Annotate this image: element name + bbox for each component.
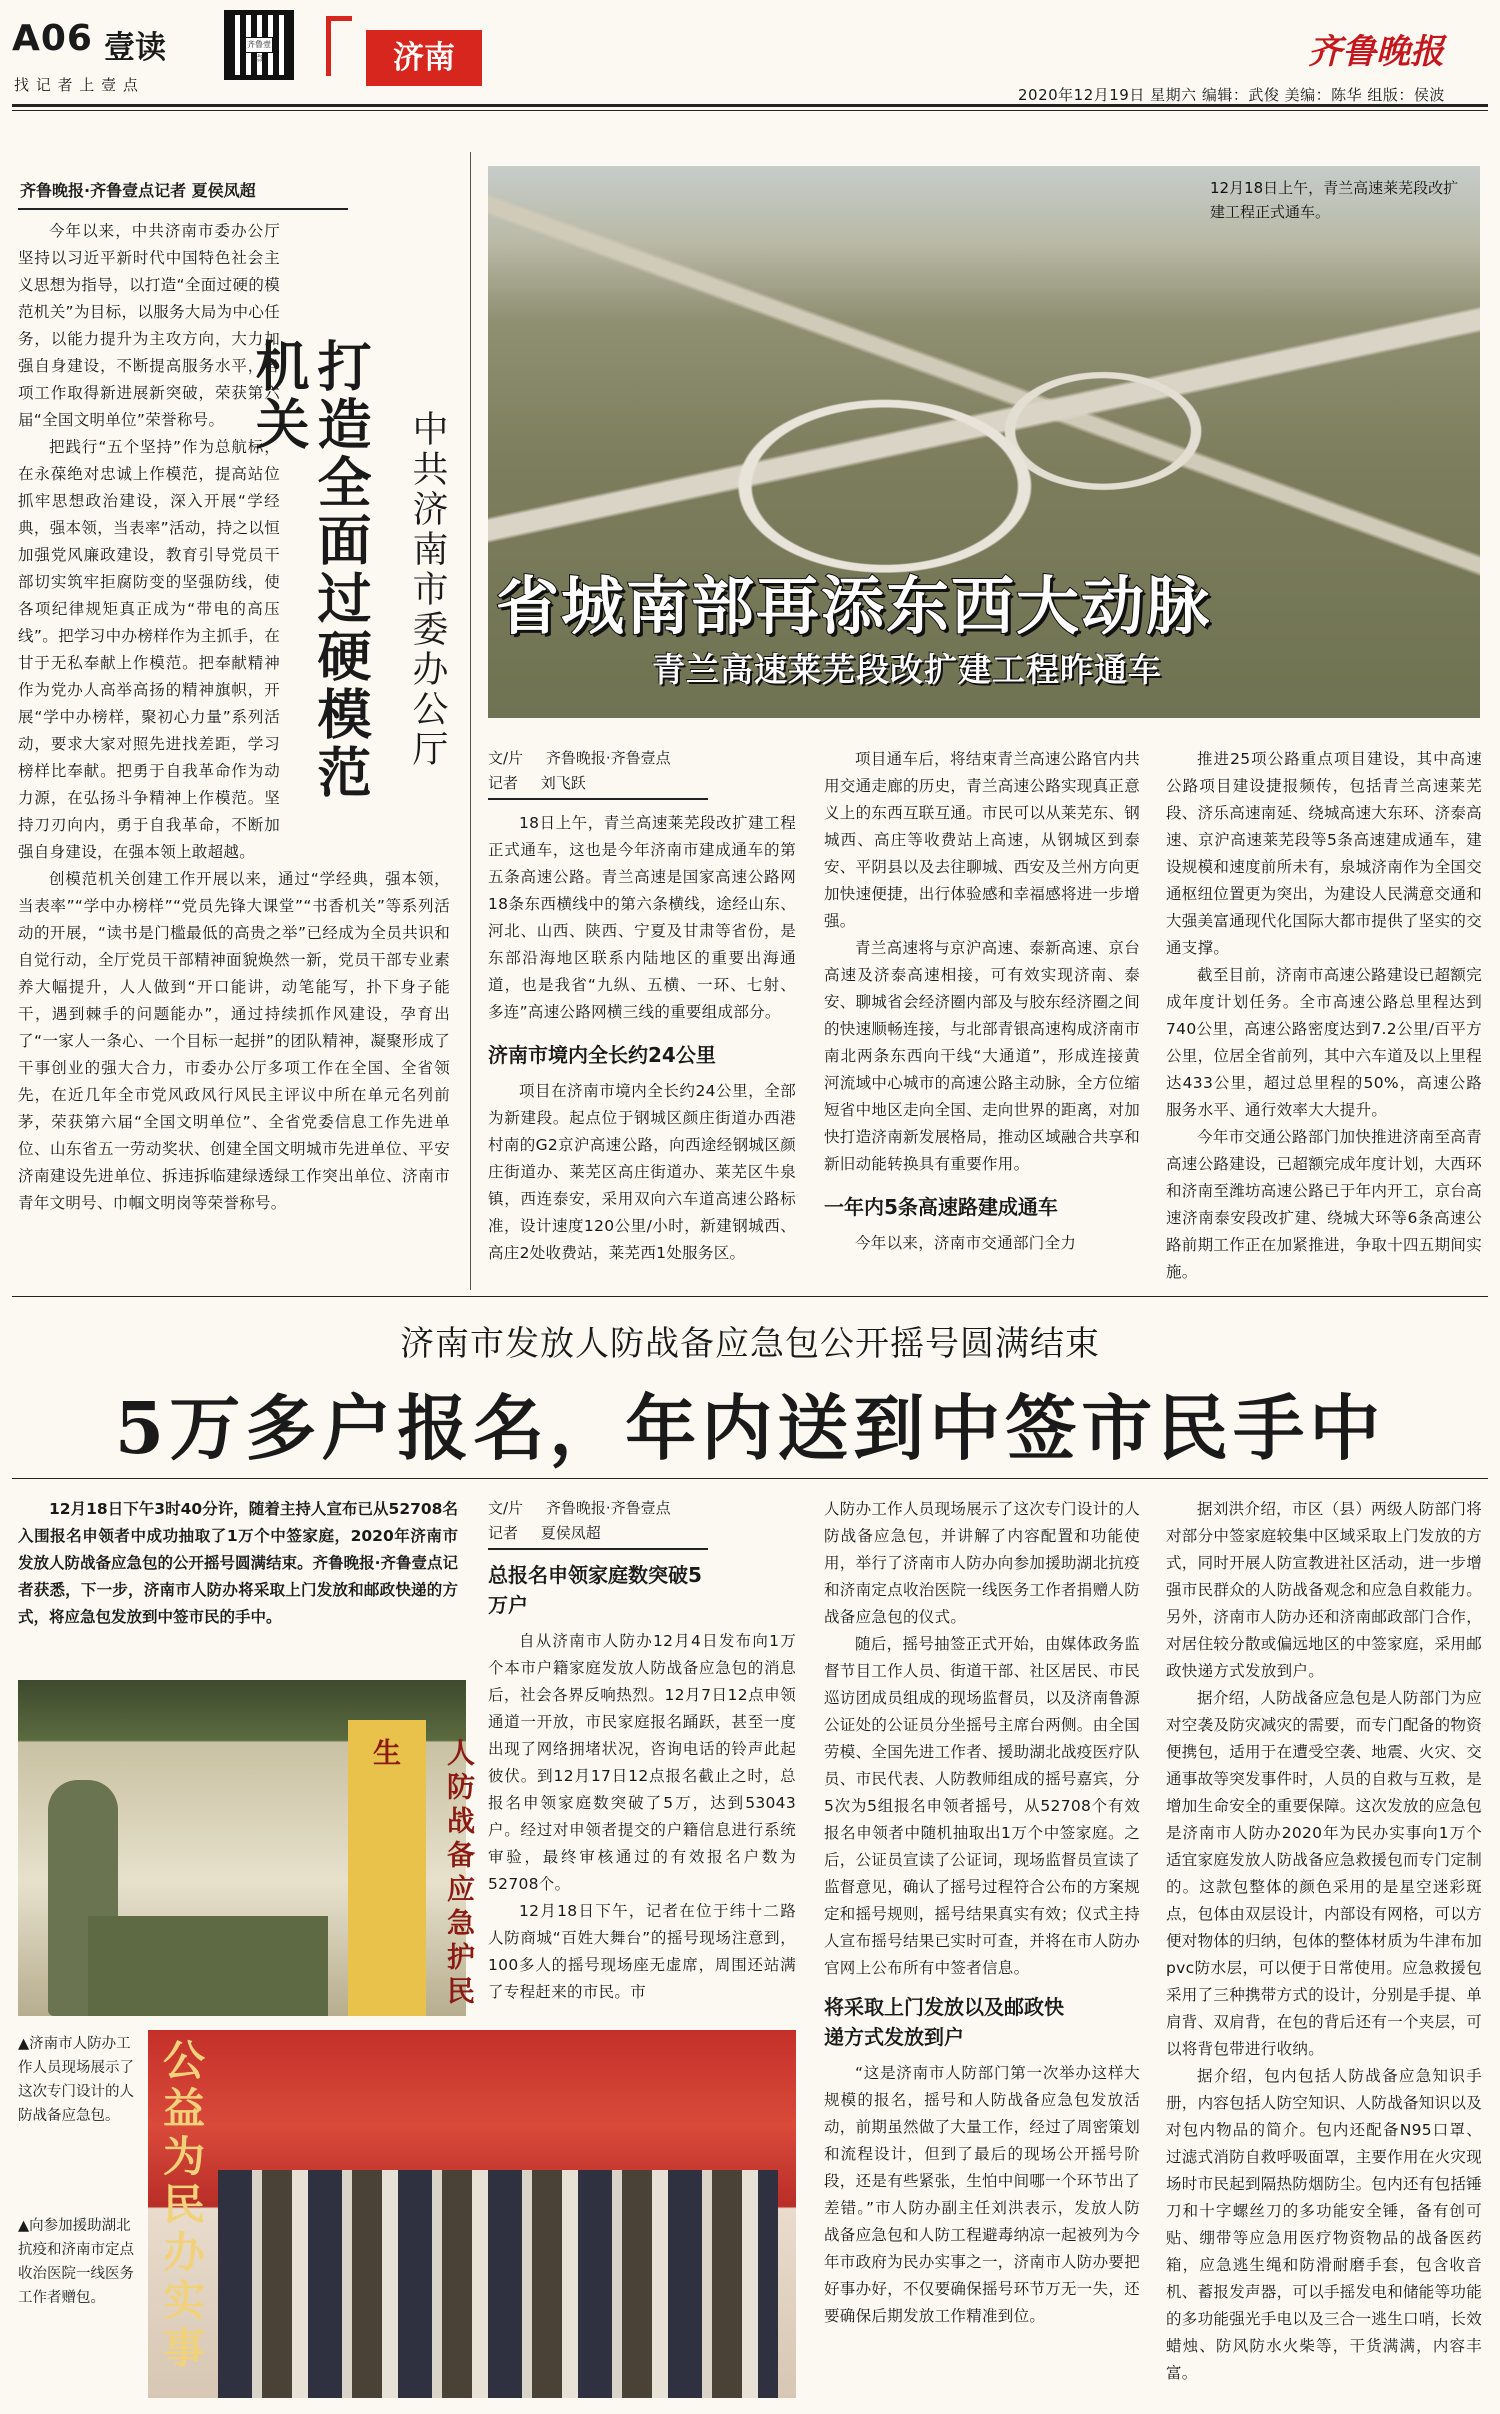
byline-label-photo: 文/片 — [488, 749, 524, 767]
newspaper-logo: 齐鲁晚报 — [1308, 32, 1444, 72]
byline-label-photo: 文/片 — [488, 1499, 524, 1517]
people-group — [218, 2170, 778, 2398]
byline-org: 齐鲁晚报·齐鲁壹点 — [545, 749, 671, 767]
civil-headline: 5万多户报名，年内送到中签市民手中 — [114, 1386, 1386, 1470]
left-article-subtitle: 中共济南市委办公厅 — [407, 410, 448, 770]
column-divider — [470, 152, 471, 1290]
left-paragraph-3: 创模范机关创建工作开展以来，通过“学经典，强本领，当表率”“学中办榜样”“党员先锋大课堂”“书香机关”等系列活动的开展，“读书是门槛最低的高贵之举”已经成为全员共识和自觉行动，全厅党员干部精神面貌焕然一新，党员干部专业素养大幅提升，人人做到“开口能讲，动笔能写，扑下身子能干，遇到棘手的问题能办”，通过持续抓作风建设，孕育出了“一家人一条心、一个目标一起拼”的团队精神，凝聚形成了干事创业的强大合力，市委办公厅多项工作在全国、全省领先，在近几年全市党风政风行风民主评议中所在单元名列前茅，荣获第六届“全国文明单位”、全省党委信息工作先进单位、山东省五一劳动奖状、创建全国文明城市先进单位、平安济南建设先进单位、拆违拆临建绿透绿工作突出单位、济南市青年文明号、巾帼文明岗等荣誉称号。 — [18, 870, 450, 1212]
header-rule — [12, 104, 1488, 107]
highway-c2-paragraph-1: 项目通车后，将结束青兰高速公路官内共用交通走廊的历史，青兰高速公路实现真正意义上的东西互联互通。市民可以从莱芜东、钢城西、高庄等收费站上高速，从钢城区到泰安、平阴县以及去往聊城、西安及兰州方向更加快速便捷，出行体验感和幸福感将进一步增强。 — [824, 750, 1141, 930]
highway-headline: 省城南部再添东西大动脉 — [496, 569, 1211, 643]
donation-photo[interactable] — [148, 2030, 796, 2398]
exhibit-banner — [348, 1720, 476, 2016]
left-article — [18, 166, 450, 1278]
headline-rule — [12, 1478, 1488, 1479]
left-article-byline: 齐鲁晚报·齐鲁壹点记者 夏侯凤超 — [20, 181, 256, 200]
left-paragraph-2: 把践行“五个坚持”作为总航标，在永葆绝对忠诚上作模范，提高站位抓牢思想政治建设，深入开展“学经典，强本领，当表率”活动，持之以恒加强党风廉政建设，教育引导党员干部切实筑牢拒腐防变的坚强防线，使各项纪律规矩真正成为“带电的高压线”。把学习中办榜样作为主抓手，在甘于无私奉献上作模范。把奉献精神作为党办人高举高扬的精神旗帜，开展“学中办榜样，聚初心力量”系列活动，要求大家对照先进找差距，学习榜样比奉献。把勇于自我革命作为动力源，在弘扬斗争精神上作模范。坚持刀刃向内，勇于自我革命，不断加强自身建设，在强本领上敢超越。 — [18, 438, 280, 861]
byline-name: 夏侯凤超 — [540, 1524, 601, 1542]
qr-code-icon[interactable] — [224, 10, 294, 80]
left-paragraph-1: 今年以来，中共济南市委办公厅坚持以习近平新时代中国特色社会主义思想为指导，以打造“全面过硬的模范机关”为目标，以服务大局为中心任务，以能力提升为主攻方向，大力加强自身建设，不断提高服务水平，各项工作取得新进展新突破，荣获第六届“全国文明单位”荣誉称号。 — [18, 222, 280, 429]
civil-column-3 — [1166, 1496, 1482, 2387]
highway-photo-caption: 12月18日上午，青兰高速莱芜段改扩建工程正式通车。 — [1210, 179, 1459, 221]
civil-c3-paragraph-3: 据介绍，包内包括人防战备应急知识手册，内容包括人防空知识、人防战备知识以及对包内物品的简介。包内还配备N95口罩、过滤式消防自救呼吸面罩，主要作用在火灾现场时市民起到隔热防烟防尘。包内还有包括锤刀和十字螺丝刀的多功能安全锤，备有创可贴、绷带等应急用医疗物资物品的战备医药箱，应急逃生绳和防滑耐磨手套，包含收音机、蓄报发声器，可以手摇发电和储能等功能的多功能强光手电以及三合一逃生口哨，长效蜡烛、防风防水火柴等，干货满满，内容丰富。 — [1166, 2067, 1483, 2382]
civil-sub1: 总报名申领家庭数突破5万户 — [488, 1563, 702, 1617]
exhibit-caption: ▲济南市人防办工作人员现场展示了这次专门设计的人防战备应急包。 — [18, 2036, 134, 2124]
left-title-block — [247, 218, 450, 850]
highway-c2-paragraph-3: 今年以来，济南市交通部门全力 — [855, 1234, 1077, 1252]
highway-column-1 — [488, 746, 796, 1267]
civil-sub2: 将采取上门发放以及邮政快递方式发放到户 — [824, 1995, 1064, 2049]
highway-photo[interactable] — [488, 166, 1480, 718]
highway-c1-paragraph-1: 18日上午，青兰高速莱芜段改扩建工程正式通车，这也是今年济南市建成通车的第五条高速公路。青兰高速是国家高速公路网18条东西横线中的第六条横线，途经山东、河北、山西、陕西、宁夏及甘肃等省份，是东部沿海地区联系内陆地区的重要出海通道，也是我省“九纵、五横、一环、七射、多连”高速公路网横三线的重要组成部分。 — [488, 814, 796, 1021]
civil-byline — [488, 1496, 796, 1546]
byline-label-reporter: 记者 — [488, 774, 519, 792]
edition-meta: 2020年12月19日 星期六 编辑：武俊 美编：陈华 组版：侯波 — [1018, 86, 1445, 104]
byline-name: 刘飞跃 — [540, 774, 586, 792]
highway-c1-paragraph-2: 项目在济南市境内全长约24公里，全部为新建段。起点位于钢城区颜庄街道办西港村南的G2京沪高速公路，向西途经钢城区颜庄街道办、莱芜区高庄街道办、莱芜区牛泉镇，西连泰安，采用双向六车道高速公路标准，设计速度120公里/小时，新建钢城西、高庄2处收费站，莱芜西1处服务区。 — [488, 1082, 796, 1262]
civil-column-1 — [488, 1496, 796, 2006]
highway-column-2 — [824, 746, 1140, 1257]
byline-rule — [488, 1548, 708, 1550]
civil-c1-paragraph-2: 12月18日下午，记者在位于纬十二路人防商城“百姓大舞台”的摇号现场注意到，100多人的摇号现场座无虚席，周围还站满了专程赶来的市民。市 — [488, 1902, 796, 2001]
byline-rule — [18, 208, 348, 210]
page-number: A06 — [12, 18, 93, 59]
exhibit-photo[interactable] — [18, 1680, 476, 2016]
qr-code-label: 齐鲁壹点 — [245, 37, 273, 53]
civil-c3-paragraph-1: 据刘洪介绍，市区（县）两级人防部门将对部分中签家庭较集中区域采取上门发放的方式，同时开展人防宣教进社区活动，进一步增强市民群众的人防战备观念和应急自救能力。另外，济南市人防办还和济南邮政部门合作，对居住较分散或偏远地区的中签家庭，采用邮政快递方式发放到户。 — [1166, 1500, 1483, 1680]
civil-c2-paragraph-2: 随后，摇号抽签正式开始，由媒体政务监督节目工作人员、街道干部、社区居民、市民巡访团成员组成的现场监督员，以及济南鲁源公证处的公证员分坐摇号主席台两侧。由全国劳模、全国先进工作者、援助湖北战疫医疗队员、市民代表、人防教师组成的摇号嘉宾，分5次为5组报名申领者摇号，从52708个有效报名申领者中随机抽取出1万个中签家庭。之后，公证员宣读了公证词，现场监督员宣读了监督意见，确认了摇号过程符合公布的方案规定和摇号规则，摇号结果真实有效；仪式主持人宣布摇号结果已实时可查，并将在市人防办官网上公布所有中签者信息。 — [824, 1635, 1141, 1977]
highway-c3-paragraph-3: 今年市交通公路部门加快推进济南至高青高速公路建设，已超额完成年度计划，大西环和济南至潍坊高速公路已于年内开工，京台高速济南泰安段改扩建、绕城大环等6条高速公路前期工作正在加紧推进，争取十四五期间实施。 — [1166, 1128, 1483, 1281]
byline-rule — [488, 798, 708, 800]
city-tab-corner-icon — [326, 16, 352, 76]
highway-sub2: 一年内5条高速路建成通车 — [824, 1195, 1058, 1219]
highway-c3-paragraph-2: 截至目前，济南市高速公路建设已超额完成年度计划任务。全市高速公路总里程达到740公里，高速公路密度达到7.2公里/百平方公里，位居全省前列，其中六车道及以上里程达433公里，超过总里程的50%，高速公路服务水平、通行效率大大提升。 — [1166, 966, 1483, 1119]
highway-subheadline: 青兰高速莱芜段改扩建工程昨通车 — [652, 650, 1162, 689]
civil-c1-paragraph-1: 自从济南市人防办12月4日发布向1万个本市户籍家庭发放人防战备应急包的消息后，社会各界反响热烈。12月7日12点申领通道一开放，市民家庭报名踊跃，甚至一度出现了网络拥堵状况，咨询电话的铃声此起彼伏。到12月17日12点报名截止之时，总报名申领家庭数突破了5万，达到53043户。经过对申领者提交的户籍信息进行系统审验，最终审核通过的有效报名户数为52708个。 — [488, 1632, 796, 1893]
highway-sub1: 济南市境内全长约24公里 — [488, 1043, 716, 1067]
highway-c2-paragraph-2: 青兰高速将与京沪高速、泰新高速、京台高速及济泰高速相接，可有效实现济南、泰安、聊城省会经济圈内部及与胶东经济圈之间的快速顺畅连接，与北部青银高速构成济南市南北两条东西向干线“大通道”，形成连接黄河流域中心城市的高速公路主动脉，全方位缩短省中地区走向全国、走向世界的距离，对加快打造济南新发展格局，推动区域融合共享和新旧动能转换具有重要作用。 — [824, 939, 1141, 1173]
civil-kicker: 济南市发放人防战备应急包公开摇号圆满结束 — [400, 1324, 1100, 1364]
civil-c2-paragraph-1: 人防办工作人员现场展示了这次专门设计的人防战备应急包，并讲解了内容配置和功能使用，举行了济南市人防办向参加援助湖北抗疫和济南定点收治医院一线医务工作者捐赠人防战备应急包的仪式。 — [824, 1500, 1141, 1626]
section-name: 壹读 — [104, 30, 166, 66]
section-tagline: 找 记 者 上 壹 点 — [14, 76, 139, 94]
highway-c3-paragraph-1: 推进25项公路重点项目建设，其中高速公路项目建设捷报频传，包括青兰高速莱芜段、济乐高速南延、绕城高速大东环、济泰高速、京沪高速莱芜段等5条高速建成通车，建设规模和速度前所未有，泉城济南作为全国交通枢纽位置更为突出，为建设人民满意交通和大强美富通现代化国际大都市提供了坚实的交通支撑。 — [1166, 750, 1483, 957]
civil-lead: 12月18日下午3时40分许，随着主持人宣布已从52708名入围报名申领者中成功抽取了1万个中签家庭，2020年济南市发放人防战备应急包的公开摇号圆满结束。齐鲁晚报·齐鲁壹点记者获悉，下一步，济南市人防办将采取上门发放和邮政快递的方式，将应急包发放到中签市民的手中。 — [18, 1500, 458, 1626]
donation-caption: ▲向参加援助湖北抗疫和济南市定点收治医院一线医务工作者赠包。 — [18, 2218, 134, 2306]
exhibit-banner-text: 人防战备应急护民生 — [369, 1738, 476, 2010]
byline-org: 齐鲁晚报·齐鲁壹点 — [545, 1499, 671, 1517]
header-rule-thin — [12, 110, 1488, 111]
table-display — [88, 1916, 328, 2016]
civil-column-2 — [824, 1496, 1140, 2330]
civil-c3-paragraph-2: 据介绍，人防战备应急包是人防部门为应对空袭及防灾减灾的需要，而专门配备的物资便携包，适用于在遭受空袭、地震、火灾、交通事故等突发事件时，人员的自救与互救，是增加生命安全的重要保障。这次发放的应急包是济南市人防办2020年为民办实事向1万个适宜家庭发放人防战备应急救援包而专门定制的。这款包整体的颜色采用的是星空迷彩斑点，包体由双层设计，内部设有网格，可以方便对物体的归纳，包体的整体材质为牛津布加pvc防水层，可以便于日常使用。应急救援包采用了三种携带方式的设计，分别是手提、单肩背、双肩背，在包的背后还有一个夹层，可以将背包带进行收纳。 — [1166, 1689, 1483, 2058]
section-divider — [12, 1296, 1488, 1297]
city-tab[interactable]: 济南 — [366, 30, 482, 86]
byline-label-reporter: 记者 — [488, 1524, 519, 1542]
civil-c2-paragraph-3: “这是济南市人防部门第一次举办这样大规模的报名，摇号和人防战备应急包发放活动，前期虽然做了大量工作，经过了周密策划和流程设计，但到了最后的现场公开摇号阶段，还是有些紧张，生怕中间哪一个环节出了差错。”市人防办副主任刘洪表示，发放人防战备应急包和人防工程避毒纳凉一起被列为今年市政府为民办实事之一，济南市人防办要把好事办好，不仅要确保摇号环节万无一失，还要确保后期发放工作精准到位。 — [824, 2064, 1141, 2325]
highway-byline — [488, 746, 796, 796]
left-article-title: 打造全面过硬模范机关 — [247, 338, 373, 802]
donation-banner-text: 公益为民办实事 — [157, 2038, 206, 2374]
highway-column-3 — [1166, 746, 1482, 1286]
